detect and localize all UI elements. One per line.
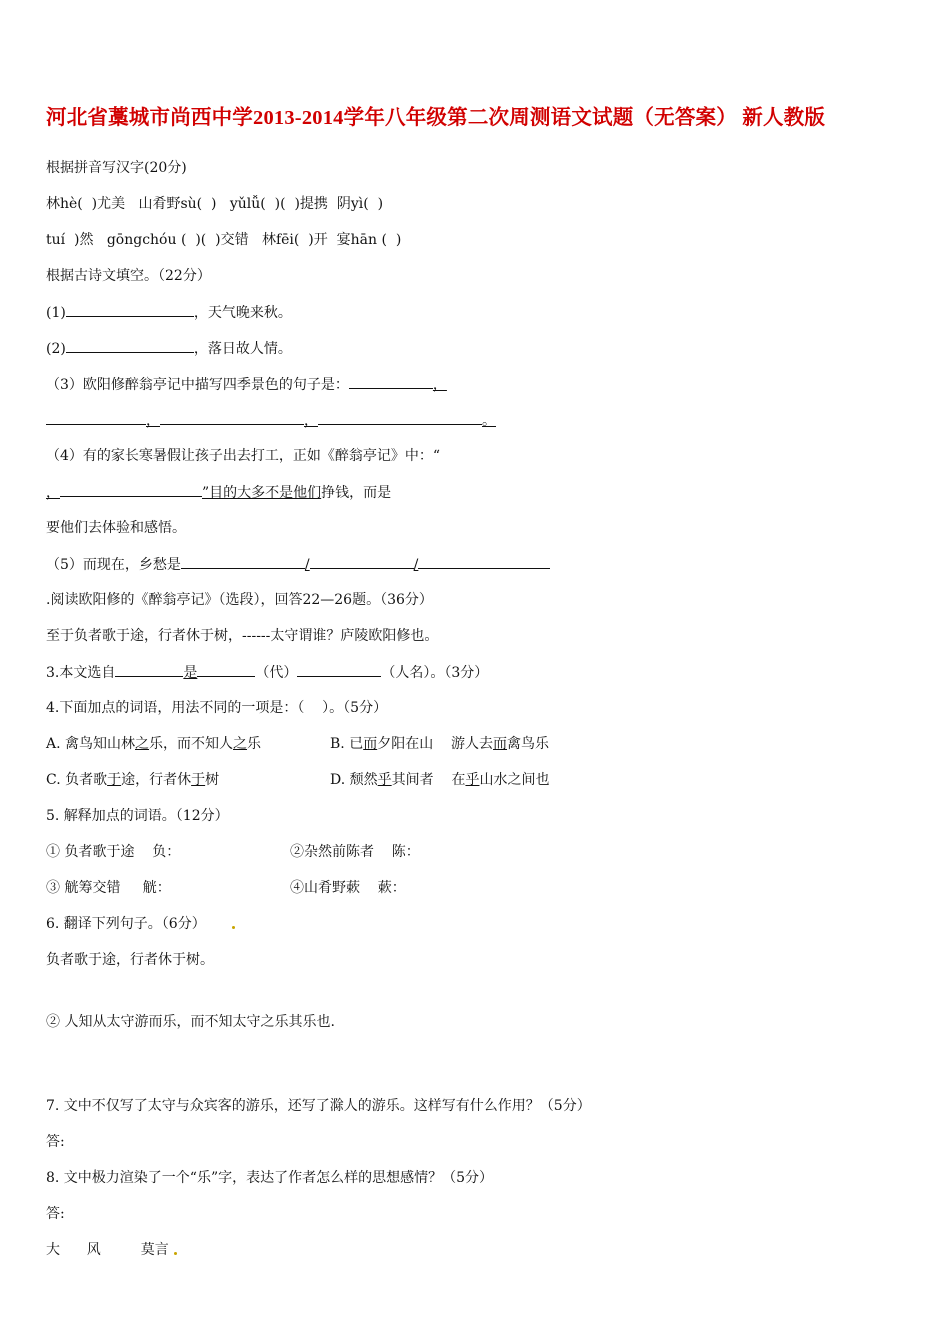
question-8: 8. 文中极力渲染了一个“乐”字，表达了作者怎么样的思想感情？（5分） (46, 1170, 494, 1186)
mark-dot (174, 1252, 177, 1255)
q8-answer-label: 答: (46, 1206, 65, 1222)
option-b[interactable]: B. 已而夕阳在山 游人去而禽鸟乐 (330, 736, 550, 752)
option-a[interactable]: A. 禽鸟知山林之乐，而不知人之乐 (46, 736, 262, 752)
answer-blank[interactable] (418, 554, 550, 569)
poem-q4-line2: ， ”目的大多不是他们挣钱，而是 (46, 482, 391, 503)
answer-blank[interactable] (60, 482, 202, 497)
passage-excerpt: 至于负者歌于途，行者休于树，------太守谓谁？庐陵欧阳修也。 (46, 628, 439, 644)
poem-q4: （4）有的家长寒暑假让孩子出去打工，正如《醉翁亭记》中：“ (46, 448, 441, 464)
question-7: 7. 文中不仅写了太守与众宾客的游乐，还写了滁人的游乐。这样写有什么作用？（5分） (46, 1098, 591, 1114)
poem-q3-line2: ， ， 。 (46, 410, 496, 431)
question-5: 5. 解释加点的词语。（12分） (46, 808, 229, 824)
poem-q5: （5）而现在，乡愁是 / / (46, 554, 550, 575)
q5-item-3: ③ 觥筹交错 觥： (46, 880, 171, 896)
question-3: 3.本文选自 是 （代） （人名）。（3分） (46, 662, 488, 683)
option-c[interactable]: C. 负者歌于途，行者休于树 (46, 772, 220, 788)
section2-heading: 根据古诗文填空。（22分） (46, 268, 211, 284)
mark-dot (232, 926, 235, 929)
answer-blank[interactable] (310, 554, 414, 569)
q6-sentence-1: 负者歌于途，行者休于树。 (46, 952, 214, 968)
pinyin-row-2: tuí )然 gōngchóu ( )( )交错 林fēi( )开 宴hān ( ) (46, 232, 402, 248)
pinyin-row-1: 林hè( )尤美 山肴野sù( ) yǔlǚ( )( )提携 阴yì( ) (46, 196, 384, 212)
poem-q1: (1) ，天气晚来秋。 (46, 302, 292, 323)
document-title: 河北省藁城市尚西中学2013-2014学年八年级第二次周测语文试题（无答案） 新人教版 (46, 107, 826, 129)
q5-item-4: ④山肴野蔌 蔌： (290, 880, 406, 896)
q5-item-2: ②杂然前陈者 陈： (290, 844, 420, 860)
answer-blank[interactable] (66, 338, 194, 353)
answer-blank[interactable] (160, 410, 304, 425)
answer-blank[interactable] (318, 410, 482, 425)
answer-blank[interactable] (297, 662, 381, 677)
answer-blank[interactable] (349, 374, 433, 389)
answer-blank[interactable] (197, 662, 255, 677)
poem-q3: （3）欧阳修醉翁亭记中描写四季景色的句子是： ， (46, 374, 447, 395)
poem-q2: (2) ，落日故人情。 (46, 338, 292, 359)
section3-heading: .阅读欧阳修的《醉翁亭记》（选段），回答22—26题。（36分） (46, 592, 433, 608)
question-4: 4.下面加点的词语，用法不同的一项是：（ ）。（5分） (46, 700, 388, 716)
footer-title: 大 风 莫言 (46, 1242, 169, 1258)
option-d[interactable]: D. 颓然乎其间者 在乎山水之间也 (330, 772, 550, 788)
q6-sentence-2: ② 人知从太守游而乐，而不知太守之乐其乐也. (46, 1014, 335, 1030)
answer-blank[interactable] (115, 662, 183, 677)
q7-answer-label: 答: (46, 1134, 65, 1150)
poem-q4-line3: 要他们去体验和感悟。 (46, 520, 186, 536)
answer-blank[interactable] (46, 410, 146, 425)
q5-item-1: ① 负者歌于途 负： (46, 844, 181, 860)
section1-heading: 根据拼音写汉字(20分) (46, 160, 187, 176)
question-6: 6. 翻译下列句子。（6分） (46, 916, 206, 932)
answer-blank[interactable] (181, 554, 305, 569)
answer-blank[interactable] (66, 302, 194, 317)
